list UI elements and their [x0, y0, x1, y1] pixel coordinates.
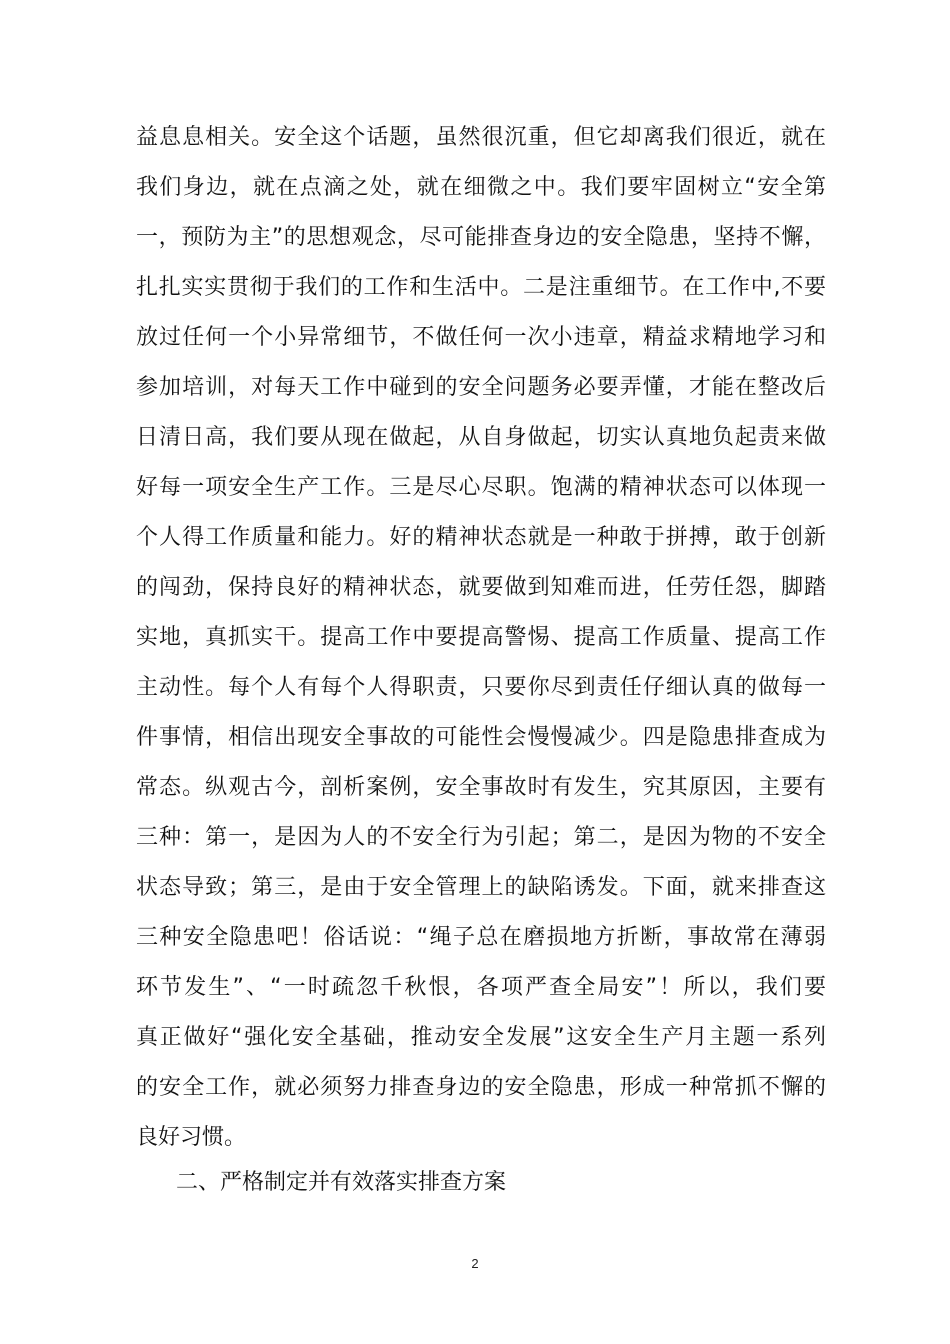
paragraph-line: 主动性。每个人有每个人得职责，只要你尽到责任仔细认真的做每一 [136, 675, 826, 700]
paragraph-line: 好每一项安全生产工作。三是尽心尽职。饱满的精神状态可以体现一 [136, 475, 826, 500]
paragraph-line: 我们身边，就在点滴之处，就在细微之中。我们要牢固树立“安全第 [136, 175, 826, 200]
paragraph-line: 真正做好“强化安全基础，推动安全发展”这安全生产月主题一系列 [136, 1025, 826, 1050]
paragraph-line: 放过任何一个小异常细节，不做任何一次小违章，精益求精地学习和 [136, 325, 826, 350]
paragraph-line: 益息息相关。安全这个话题，虽然很沉重，但它却离我们很近，就在 [136, 125, 826, 150]
page-number: 2 [471, 1256, 479, 1271]
paragraph-line: 良好习惯。 [136, 1125, 247, 1150]
paragraph-line: 的闯劲，保持良好的精神状态，就要做到知难而进，任劳任怨，脚踏 [136, 575, 826, 600]
paragraph-line: 一，预防为主”的思想观念，尽可能排查身边的安全隐患，坚持不懈， [136, 225, 826, 250]
section-heading: 二、严格制定并有效落实排查方案 [176, 1170, 507, 1195]
paragraph-line: 个人得工作质量和能力。好的精神状态就是一种敢于拼搏，敢于创新 [136, 525, 826, 550]
paragraph-line: 常态。纵观古今，剖析案例，安全事故时有发生，究其原因，主要有 [136, 775, 826, 800]
paragraph-line: 参加培训，对每天工作中碰到的安全问题务必要弄懂，才能在整改后 [136, 375, 826, 400]
paragraph-line: 三种：第一，是因为人的不安全行为引起；第二，是因为物的不安全 [136, 825, 826, 850]
paragraph-line: 件事情，相信出现安全事故的可能性会慢慢减少。四是隐患排查成为 [136, 725, 826, 750]
body-paragraph [136, 113, 826, 1163]
paragraph-line: 的安全工作，就必须努力排查身边的安全隐患，形成一种常抓不懈的 [136, 1075, 826, 1100]
paragraph-line: 环节发生”、“一时疏忽千秋恨，各项严查全局安”！所以，我们要 [136, 975, 826, 1000]
paragraph-line: 日清日高，我们要从现在做起，从自身做起，切实认真地负起责来做 [136, 425, 826, 450]
paragraph-line: 实地，真抓实干。提高工作中要提高警惕、提高工作质量、提高工作 [136, 625, 826, 650]
paragraph-line: 扎扎实实贯彻于我们的工作和生活中。二是注重细节。在工作中,不要 [136, 275, 826, 300]
paragraph-line: 状态导致；第三，是由于安全管理上的缺陷诱发。下面，就来排查这 [136, 875, 826, 900]
paragraph-line: 三种安全隐患吧！俗话说：“绳子总在磨损地方折断，事故常在薄弱 [136, 925, 826, 950]
